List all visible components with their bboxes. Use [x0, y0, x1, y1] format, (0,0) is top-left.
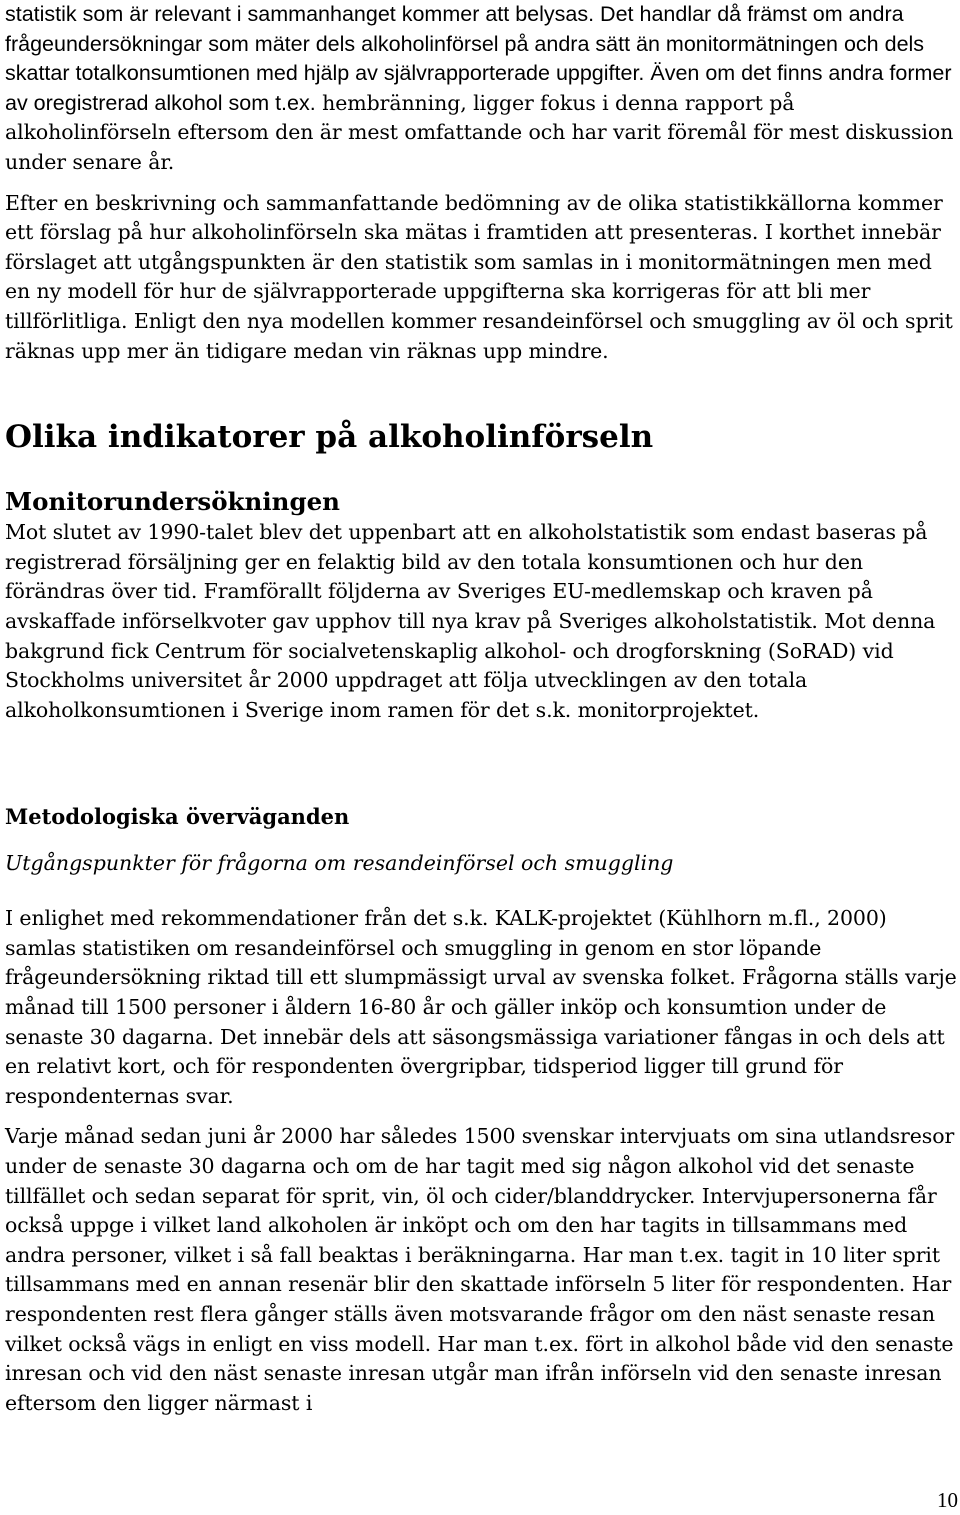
method-heading: Metodologiska överväganden	[5, 804, 350, 830]
monitor-paragraph-1: Mot slutet av 1990-talet blev det uppenbart att en alkoholstatistik som endast baseras på registrerad försäljning ger en felaktig bild av den totala konsumtionen och hur den förändras över tid. Framförallt följderna av Sveriges EU-medlemskap och kraven på avskaffade införselkvoter gav upphov till nya krav på Sveriges alkoholstatistik. Mot denna bakgrund fick Centrum för socialvetenskaplig alkohol- och drogforskning (SoRAD) vid Stockholms universitet år 2000 uppdraget att följa utvecklingen av den totala alkoholkonsumtionen i Sverige inom ramen för det s.k. monitorprojektet.	[5, 520, 936, 722]
monitor-heading: Monitorundersökningen	[5, 487, 340, 517]
document-page	[5, 0, 960, 1418]
page-number: 10	[937, 1488, 958, 1512]
intro-paragraph-2: Efter en beskrivning och sammanfattande bedömning av de olika statistikkällorna kommer ett förslag på hur alkoholinförseln ska mätas i framtiden att presenteras. I korthet innebär förslaget att utgångspunkten är den statistik som samlas in i monitormätningen men med en ny modell för hur de självrapporterade uppgifterna ska korrigeras för att bli mer tillförlitliga. Enligt den nya modellen kommer resandeinförsel och smuggling av öl och sprit räknas upp mer än tidigare medan vin räknas upp mindre.	[5, 190, 953, 363]
method-paragraph-2: Varje månad sedan juni år 2000 har således 1500 svenskar intervjuats om sina utlandsresor under de senaste 30 dagarna och om de har tagit med sig någon alkohol vid det senaste tillfället och sedan separat för sprit, vin, öl och cider/blanddrycker. Intervjupersonerna får också uppge i vilket land alkoholen är inköpt och om den har tagits in tillsammans med andra personer, vilket i så fall beaktas i beräkningarna. Har man t.ex. tagit in 10 liter sprit tillsammans med en annan resenär blir den skattade införseln 5 liter för respondenten. Har respondenten rest flera gånger ställs även motsvarande frågor om den näst senaste resan vilket också vägs in enligt en viss modell. Har man t.ex. fört in alkohol både vid den senaste inresan och vid den näst senaste inresan utgår man ifrån införseln vid den senaste inresan eftersom den ligger närmast i	[5, 1124, 955, 1415]
intro-paragraph-1	[5, 0, 960, 178]
method-subheading: Utgångspunkter för frågorna om resandeinförsel och smuggling	[5, 851, 674, 876]
intro-paragraph-1-serif: hembränning, ligger fokus i denna rapport på alkoholinförseln eftersom den är mest omfattande och har varit föremål för mest diskussion under senare år.	[5, 90, 954, 174]
intro-paragraph-1-sans: statistik som är relevant i sammanhanget kommer att belysas. Det handlar då främst om andra frågeundersökningar som mäter dels alkoholinförsel på andra sätt än monitormätningen och dels skattar totalkonsumtionen med hjälp av självrapporterade uppgifter. Även om det finns andra former av oregistrerad alkohol som t.ex.	[5, 2, 952, 115]
section-title: Olika indikatorer på alkoholinförseln	[5, 419, 654, 456]
method-paragraph-1: I enlighet med rekommendationer från det s.k. KALK-projektet (Kühlhorn m.fl., 2000) samlas statistiken om resandeinförsel och smuggling in genom en stor löpande frågeundersökning riktad till ett slumpmässigt urval av svenska folket. Frågorna ställs varje månad till 1500 personer i åldern 16-80 år och gäller inköp och konsumtion under de senaste 30 dagarna. Det innebär dels att säsongsmässiga variationer fångas in och dels att en relativt kort, och för respondenten övergripbar, tidsperiod ligger till grund för respondenternas svar.	[5, 906, 957, 1108]
